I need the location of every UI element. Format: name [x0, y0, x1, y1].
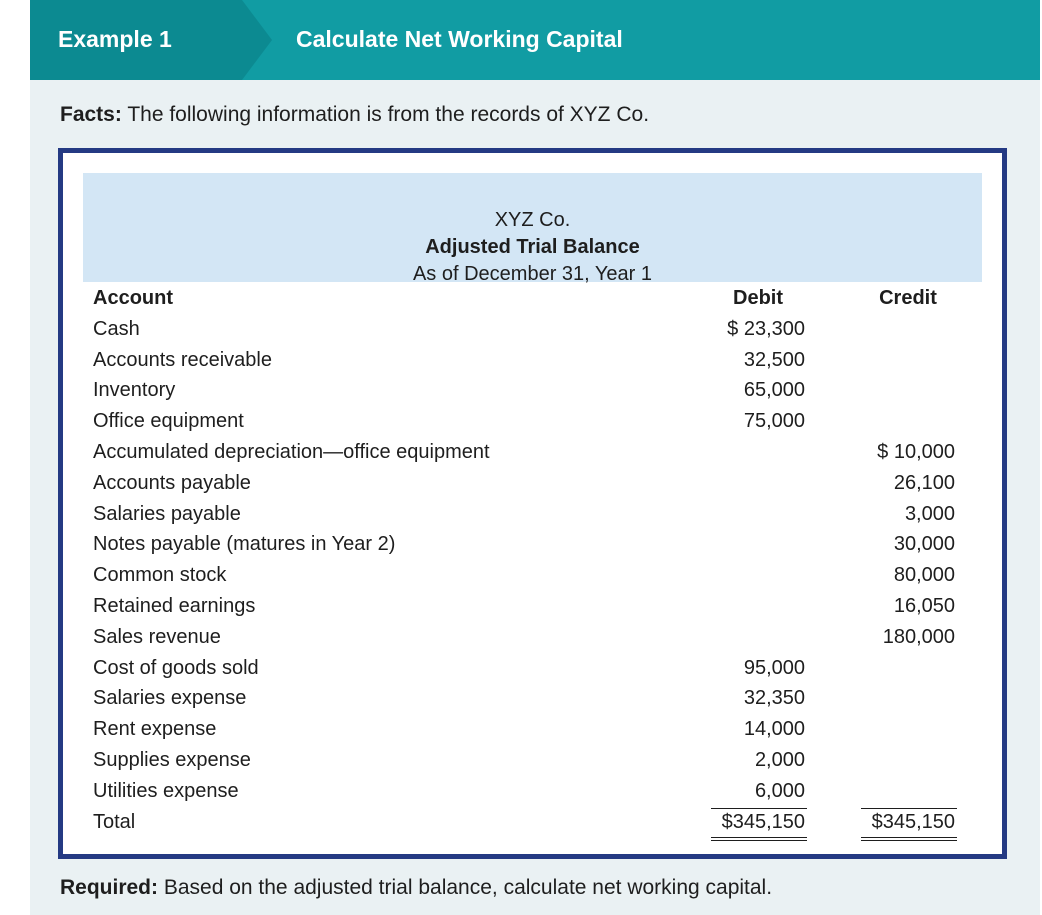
- table-row: [63, 470, 1002, 500]
- credit-cell: 26,100: [893, 471, 955, 494]
- debit-cell: 32,350: [743, 687, 805, 710]
- table-row: [63, 593, 1002, 623]
- account-cell: Salaries payable: [93, 502, 241, 525]
- account-cell: Accounts receivable: [93, 348, 272, 371]
- debit-cell: $345,150: [721, 810, 805, 833]
- account-cell: Office equipment: [93, 410, 244, 433]
- facts-paragraph: [60, 103, 649, 127]
- credit-cell: 80,000: [893, 564, 955, 587]
- example-label: Example 1: [58, 26, 172, 52]
- company-name: XYZ Co.: [494, 209, 571, 231]
- account-cell: Cost of goods sold: [93, 656, 259, 679]
- debit-cell: 95,000: [743, 656, 805, 679]
- credit-cell: 30,000: [893, 533, 955, 556]
- column-header-row: [63, 285, 1002, 315]
- table-row: [63, 501, 1002, 531]
- account-cell: Total: [93, 810, 136, 833]
- table-row: [63, 408, 1002, 438]
- table-row: [63, 716, 1002, 746]
- account-cell: Supplies expense: [93, 749, 251, 771]
- table-heading: [83, 173, 982, 285]
- credit-cell: Credit: [879, 287, 937, 309]
- debit-cell: 75,000: [743, 410, 805, 433]
- account-cell: Accounts payable: [93, 471, 251, 494]
- debit-total-double-rule: [711, 837, 807, 841]
- account-cell: Inventory: [93, 379, 176, 402]
- table-row: [63, 562, 1002, 592]
- table-row: [63, 685, 1002, 715]
- required-label: Required:: [60, 876, 159, 899]
- debit-cell: 65,000: [743, 379, 805, 402]
- debit-subtotal-rule: [711, 808, 807, 809]
- account-cell: Account: [93, 287, 173, 309]
- facts-label: Facts:: [60, 103, 122, 126]
- statement-title: Adjusted Trial Balance: [425, 236, 640, 258]
- debit-cell: 14,000: [743, 718, 805, 741]
- credit-cell: 3,000: [904, 502, 955, 525]
- table-row: [63, 377, 1002, 407]
- example-header: [30, 0, 1040, 80]
- account-cell: Cash: [93, 317, 140, 340]
- account-cell: Retained earnings: [93, 595, 256, 617]
- table-row: [63, 439, 1002, 469]
- required-paragraph: [60, 876, 772, 900]
- debit-cell: 32,500: [743, 348, 805, 371]
- account-cell: Notes payable (matures in Year 2): [93, 533, 396, 556]
- table-row: [63, 531, 1002, 561]
- debit-cell: Debit: [733, 287, 783, 309]
- account-cell: Sales revenue: [93, 625, 221, 648]
- table-row: [63, 347, 1002, 377]
- table-row: [63, 624, 1002, 654]
- debit-cell: 6,000: [754, 779, 805, 802]
- statement-date: As of December 31, Year 1: [412, 263, 653, 285]
- table-row: [63, 747, 1002, 777]
- credit-total-double-rule: [861, 837, 957, 841]
- credit-subtotal-rule: [861, 808, 957, 809]
- account-cell: Rent expense: [93, 718, 217, 741]
- credit-cell: 180,000: [882, 625, 955, 648]
- credit-cell: $345,150: [871, 810, 955, 833]
- example-tab-arrow: [242, 0, 272, 80]
- debit-cell: 2,000: [754, 749, 805, 771]
- table-row: [63, 316, 1002, 346]
- debit-cell: $ 23,300: [727, 317, 805, 340]
- required-text: Based on the adjusted trial balance, calculate net working capital.: [158, 876, 773, 899]
- account-cell: Utilities expense: [93, 779, 239, 802]
- table-row: [63, 778, 1002, 808]
- account-cell: Salaries expense: [93, 687, 247, 710]
- total-row: [63, 809, 1002, 839]
- credit-cell: $ 10,000: [877, 441, 955, 463]
- account-cell: Accumulated depreciation—office equipment: [93, 441, 490, 463]
- facts-text: The following information is from the records of XYZ Co.: [121, 103, 650, 126]
- example-title: Calculate Net Working Capital: [296, 26, 623, 52]
- trial-balance-table: [58, 148, 1007, 859]
- account-cell: Common stock: [93, 564, 227, 587]
- table-row: [63, 655, 1002, 685]
- credit-cell: 16,050: [893, 595, 955, 617]
